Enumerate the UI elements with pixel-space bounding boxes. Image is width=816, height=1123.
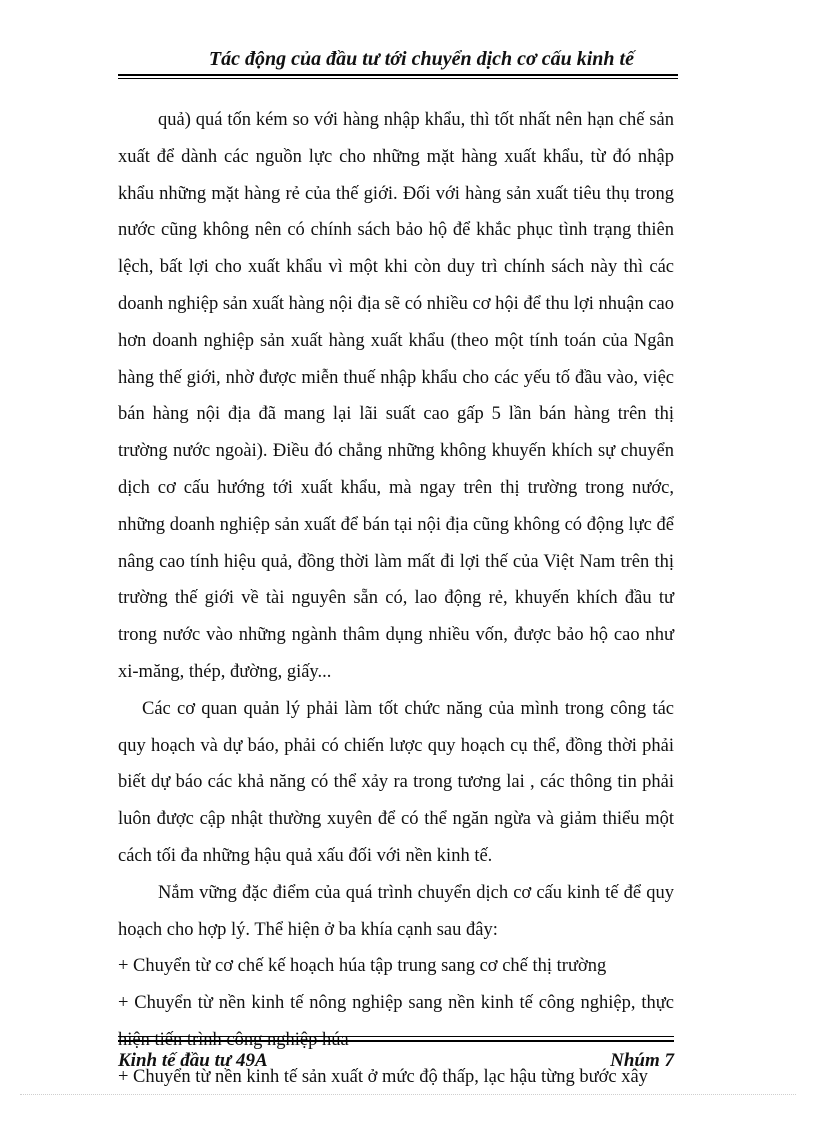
page-bottom-dotted-border [20, 1094, 796, 1095]
list-item-2: + Chuyển từ nền kinh tế nông nghiệp sang nền kinh tế công nghiệp, thực hiện tiến trình công nghiệp húa [118, 993, 674, 1050]
paragraph-1: quả) quá tốn kém so với hàng nhập khẩu, thì tốt nhất nên hạn chế sản xuất để dành các nguồn lực cho những mặt hàng xuất khẩu, từ đó nhập khẩu những mặt hàng rẻ của thế giới. Đối với hàng sản xuất tiêu thụ trong nước cũng không nên có chính sách bảo hộ để khắc phục tình trạng thiên lệch, bất lợi cho xuất khẩu vì một khi còn duy trì chính sách này thì các doanh nghiệp sản xuất hàng nội địa sẽ có nhiều cơ hội để thu lợi nhuận cao hơn doanh nghiệp sản xuất hàng xuất khẩu (theo một tính toán của Ngân hàng thế giới, nhờ được miễn thuế nhập khẩu cho các yếu tố đầu vào, việc bán hàng nội địa đã mang lại lãi suất cao gấp 5 lần bán hàng trên thị trường nước ngoài). Điều đó chẳng những không khuyến khích sự chuyển dịch cơ cấu hướng tới xuất khẩu, mà ngay trên thị trường trong nước, những doanh nghiệp sản xuất để bán tại nội địa cũng không có động lực để nâng cao tính hiệu quả, đồng thời làm mất đi lợi thế của Việt Nam trên thị trường thế giới về tài nguyên sẵn có, lao động rẻ, khuyến khích đầu tư trong nước vào những ngành thâm dụng nhiều vốn, được bảo hộ cao như xi-măng, thép, đường, giấy... [118, 110, 674, 682]
list-item-3: + Chuyển từ nền kinh tế sản xuất ở mức độ thấp, lạc hậu từng bước xây [118, 1066, 648, 1087]
paragraph-2: Các cơ quan quản lý phải làm tốt chức năng của mình trong công tác quy hoạch và dự báo, phải có chiến lược quy hoạch cụ thể, đồng thời phải biết dự báo các khả năng có thể xảy ra trong tương lai , các thông tin phải luôn được cập nhật thường xuyên để có thể ngăn ngừa và giảm thiểu một cách tối đa những hậu quả xấu đối với nền kinh tế. [118, 698, 674, 866]
body-text [118, 102, 674, 1096]
footer-rule-thick [118, 1040, 674, 1042]
paragraph-3: Nắm vững đặc điểm của quá trình chuyển dịch cơ cấu kinh tế để quy hoạch cho hợp lý. Thể hiện ở ba khía cạnh sau đây: [118, 882, 674, 940]
footer-left-text: Kinh tế đầu tư 49A [118, 1050, 268, 1071]
header-rule-thin [118, 78, 678, 79]
running-header-title: Tác động của đầu tư tới chuyển dịch cơ cấu kinh tế [208, 48, 634, 70]
list-item-1: + Chuyển từ cơ chế kế hoạch húa tập trung sang cơ chế thị trường [118, 956, 607, 977]
header-rule-thick [118, 74, 678, 76]
footer-right-text: Nhúm 7 [610, 1050, 674, 1071]
footer-rule-thin [118, 1036, 674, 1037]
